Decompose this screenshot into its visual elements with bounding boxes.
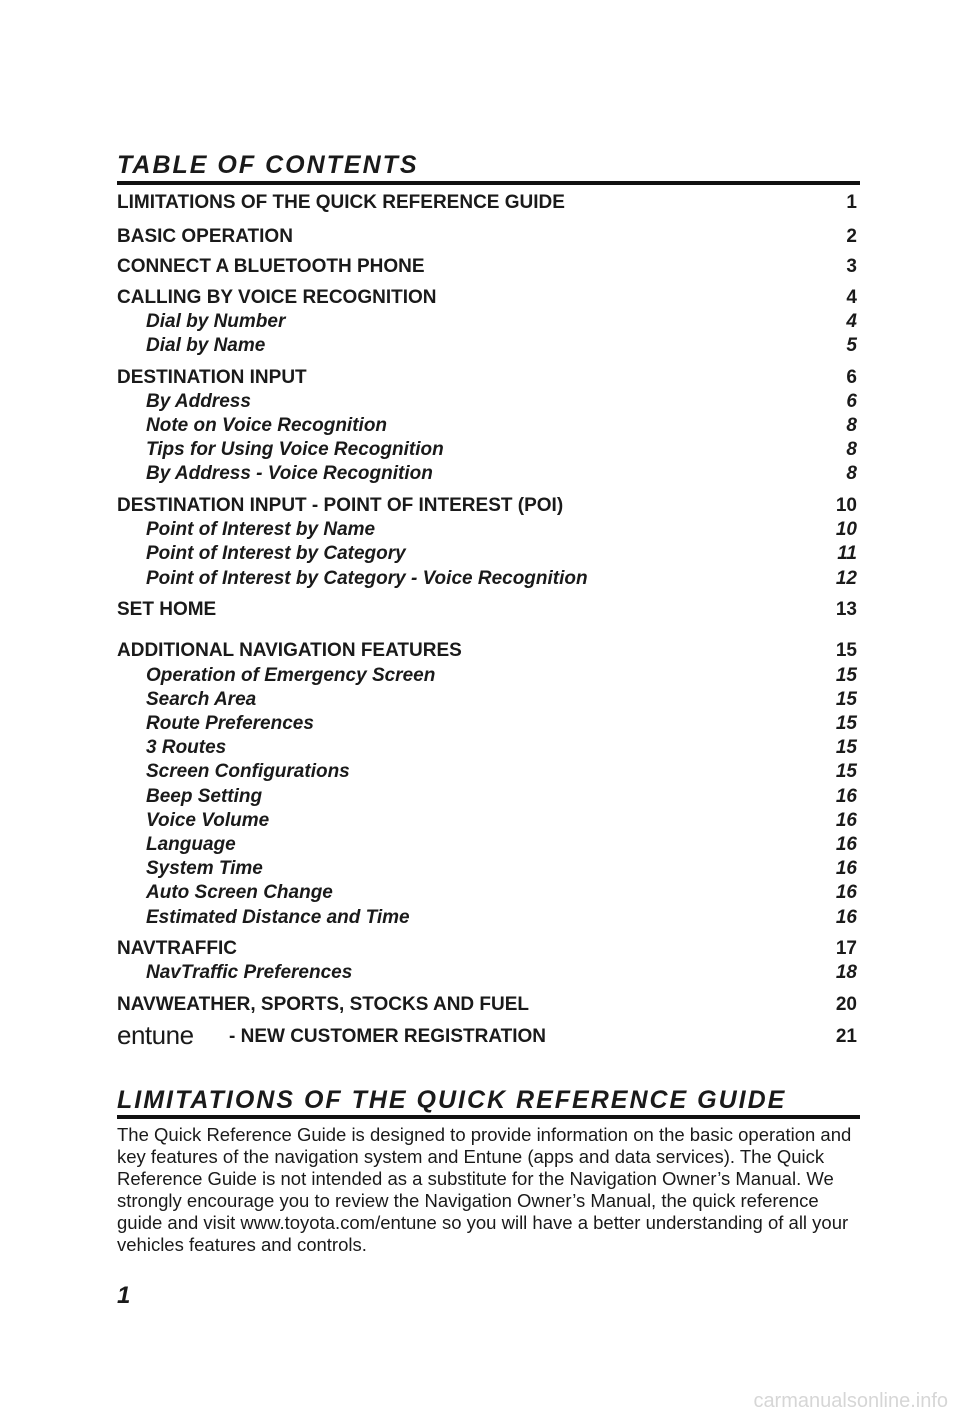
toc-entry-label: DESTINATION INPUT	[117, 367, 307, 388]
toc-title: TABLE OF CONTENTS	[117, 151, 419, 179]
toc-entry-label: Point of Interest by Category	[146, 543, 406, 564]
toc-entry-page: 4	[846, 287, 857, 308]
toc-entry-label: Tips for Using Voice Recognition	[146, 439, 444, 460]
toc-entry-page: 15	[835, 737, 857, 758]
toc-entry-page: 15	[835, 713, 857, 734]
toc-entry-page: 21	[835, 1026, 857, 1047]
toc-entry-page: 15	[835, 689, 857, 710]
toc-entry-label: CALLING BY VOICE RECOGNITION	[117, 287, 437, 308]
toc-entry-label: BASIC OPERATION	[117, 226, 293, 247]
toc-entry-page: 18	[835, 962, 857, 983]
toc-entry-page: 16	[835, 882, 857, 903]
toc-entry-page: 15	[835, 640, 857, 661]
toc-entry-label: NAVWEATHER, SPORTS, STOCKS AND FUEL	[117, 994, 530, 1015]
toc-entry-label: Language	[146, 834, 236, 855]
toc-entry-page: 1	[846, 192, 857, 213]
entune-logo	[117, 1023, 225, 1049]
toc-entry-page: 4	[846, 311, 857, 332]
toc-entry-page: 15	[835, 665, 857, 686]
toc-entry-label: NavTraffic Preferences	[146, 962, 353, 983]
toc-entry-label: Voice Volume	[146, 810, 270, 831]
toc-entry-page: 16	[835, 810, 857, 831]
toc-entry-label: NAVTRAFFIC	[117, 938, 237, 959]
toc-entry-label: Screen Configurations	[146, 761, 350, 782]
section-divider	[117, 1115, 860, 1119]
toc-entry-page: 16	[835, 786, 857, 807]
toc-entry-label: - NEW CUSTOMER REGISTRATION	[229, 1026, 547, 1047]
toc-entry-page: 8	[846, 463, 857, 484]
toc-entry-page: 17	[835, 938, 857, 959]
toc-entry-label: Point of Interest by Name	[146, 519, 376, 540]
toc-entry-label: Auto Screen Change	[146, 882, 333, 903]
toc-entry-page: 3	[846, 256, 857, 277]
toc-entry-label: Search Area	[146, 689, 257, 710]
toc-entry-label: By Address	[146, 391, 251, 412]
toc-entry-label: System Time	[146, 858, 263, 879]
toc-entry-page: 8	[846, 415, 857, 436]
toc-entry-page: 2	[846, 226, 857, 247]
toc-entry-label: ADDITIONAL NAVIGATION FEATURES	[117, 640, 462, 661]
toc-entry-page: 15	[835, 761, 857, 782]
entune-logo-text: entune	[117, 1023, 194, 1049]
toc-entry-label: Estimated Distance and Time	[146, 907, 410, 928]
toc-entry-page: 20	[835, 994, 857, 1015]
toc-entry-page: 16	[835, 834, 857, 855]
toc-entry-label: By Address - Voice Recognition	[146, 463, 433, 484]
toc-entry-label: Dial by Name	[146, 335, 266, 356]
section-body: The Quick Reference Guide is designed to provide information on the basic operation and key features of the navigation system and Entune (apps and data services). The Quick Reference Guide is not intended as a substitute for the Navigation Owner’s Manual. We strongly encourage you to review the Navigation Owner’s Manual, the quick reference guide and visit www.toyota.com/entune so you will have a better understanding of all your vehicles features and controls.	[117, 1124, 852, 1255]
toc-entry-label: CONNECT A BLUETOOTH PHONE	[117, 256, 425, 277]
watermark: carmanualsonline.info	[753, 1390, 948, 1412]
toc-entry-label: Operation of Emergency Screen	[146, 665, 436, 686]
toc-entry-label: DESTINATION INPUT - POINT OF INTEREST (POI)	[117, 495, 564, 516]
toc-entry-page: 6	[846, 391, 857, 412]
toc-entry-page: 10	[835, 495, 857, 516]
toc-entry-label: Route Preferences	[146, 713, 314, 734]
toc-entry-label: Dial by Number	[146, 311, 286, 332]
toc-entry-label: 3 Routes	[146, 737, 227, 758]
page-number: 1	[117, 1282, 131, 1309]
toc-entry-page: 12	[835, 568, 857, 589]
toc-entry-page: 5	[846, 335, 857, 356]
toc-divider	[117, 181, 860, 185]
toc-entry-page: 8	[846, 439, 857, 460]
toc-entry-page: 10	[835, 519, 857, 540]
toc-entry-page: 6	[846, 367, 857, 388]
section-title: LIMITATIONS OF THE QUICK REFERENCE GUIDE	[117, 1086, 787, 1114]
toc-entry-label: Beep Setting	[146, 786, 263, 807]
toc-entry-page: 16	[835, 907, 857, 928]
toc-entry-page: 13	[835, 599, 857, 620]
toc-entry-label: LIMITATIONS OF THE QUICK REFERENCE GUIDE	[117, 192, 565, 213]
toc-entry-label: SET HOME	[117, 599, 217, 620]
toc-entry-label: Point of Interest by Category - Voice Recognition	[146, 568, 588, 589]
toc-entry-page: 11	[837, 543, 857, 564]
toc-entry-label: Note on Voice Recognition	[146, 415, 388, 436]
toc-entry-page: 16	[835, 858, 857, 879]
